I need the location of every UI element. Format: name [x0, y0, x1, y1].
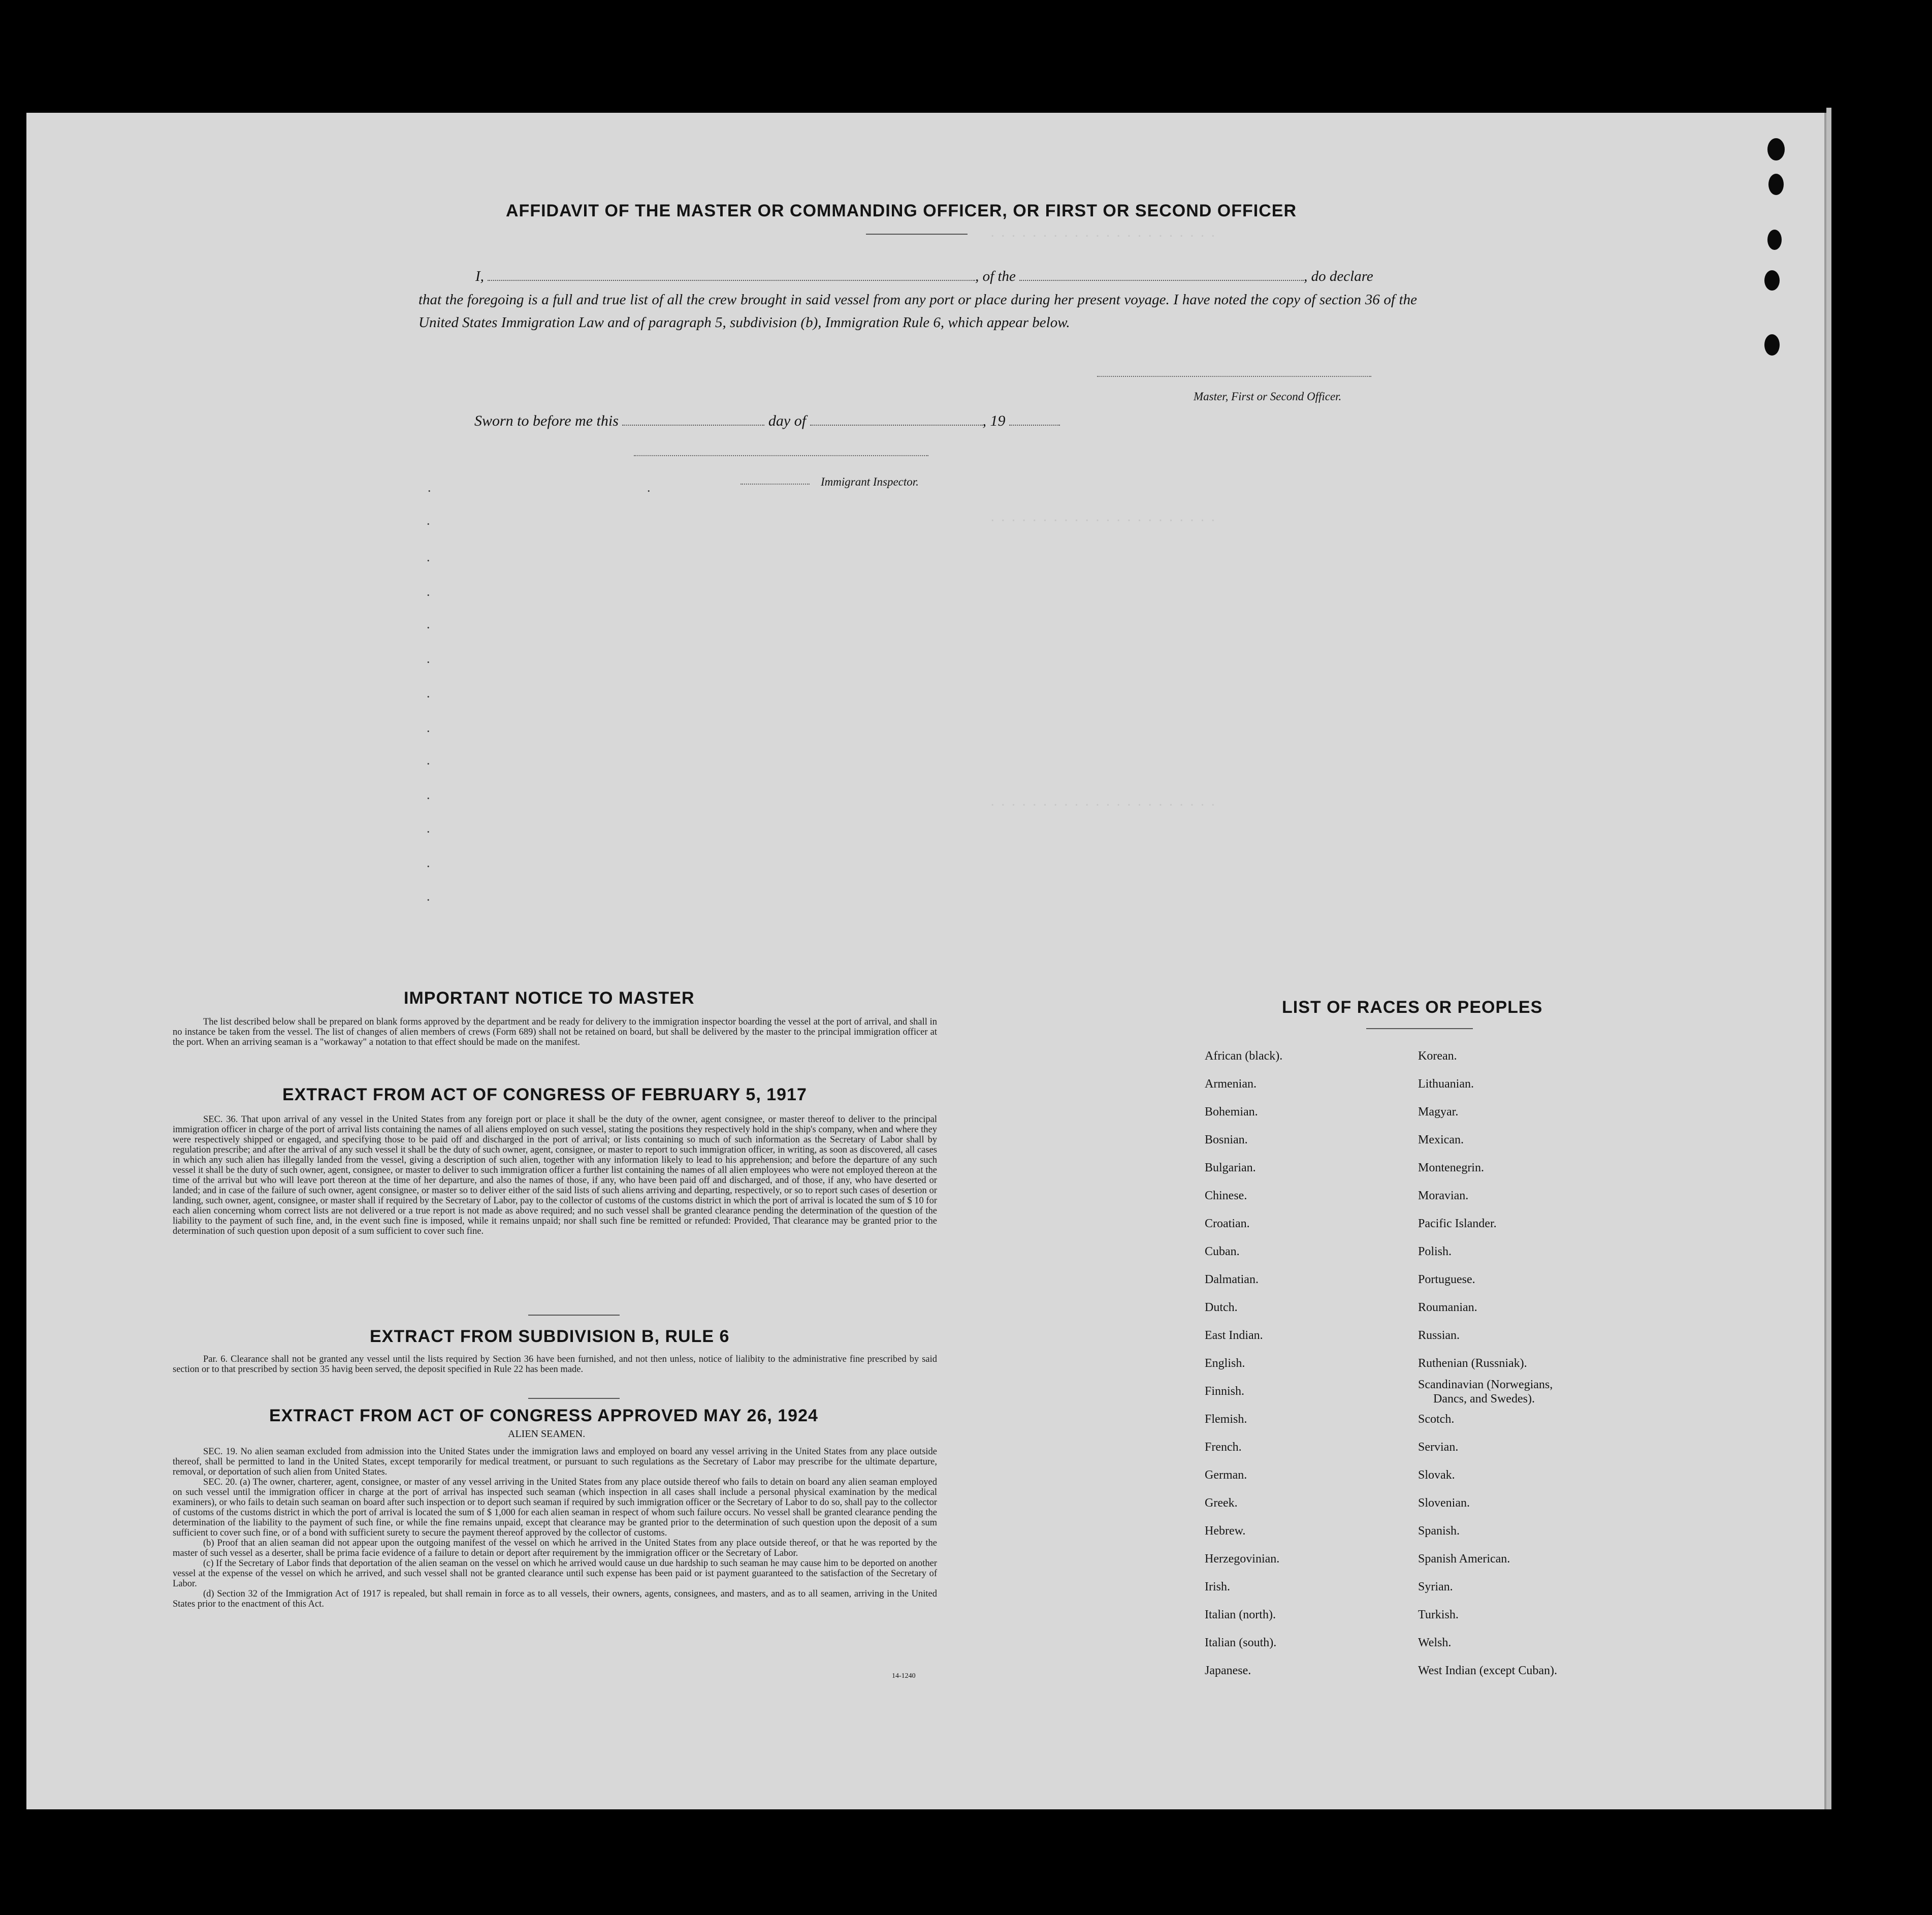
race-item-line: Scandinavian (Norwegians, [1418, 1378, 1553, 1391]
master-signature-label: Master, First or Second Officer. [1194, 390, 1342, 403]
race-item: Flemish. [1205, 1413, 1247, 1426]
row-tick: . [427, 686, 430, 700]
sworn-day-of: day of [768, 412, 807, 429]
extract-1917-title: EXTRACT FROM ACT OF CONGRESS OF FEBRUARY 5, 1917 [282, 1085, 807, 1104]
race-item: Ruthenian (Russniak). [1418, 1357, 1527, 1370]
race-item: Croatian. [1205, 1217, 1250, 1230]
notice-paragraph: The list described below shall be prepared on blank forms approved by the department and be ready for delivery to the immigration inspector boarding the vessel at the port of arrival, and shall in no instance be taken from the vessel. The list of changes of alien members of crews (Form 689) shall not be retained on board, but shall be delivered by the master to the principal immigration officer at the port. When an arriving seaman is a "workaway" a notation to that effect should be made on the manifest. [173, 1017, 937, 1047]
row-tick: . [427, 550, 430, 564]
race-item: Spanish. [1418, 1524, 1460, 1538]
section-20b-paragraph: (b) Proof that an alien seaman did not appear upon the outgoing manifest of the vessel on which he arrived in the United States from any place outside thereof, or that he was reported by the master of such vessel as a deserter, shall be prima facie evidence of a failure to detain or deport after requirement by the immigration officer or the Secretary of Labor. [173, 1538, 937, 1558]
race-item: Dalmatian. [1205, 1273, 1259, 1286]
section-19-paragraph: SEC. 19. No alien seaman excluded from admission into the United States under the immigration laws and employed on board any vessel arriving in the United States from any place outside thereof, shall be permitted to land in the United States, except temporarily for medical treatment, or pursuant to such regulations as the Secretary of Labor may prescribe for the ultimate departure, removal, or deportation of such alien from United States. [173, 1447, 937, 1477]
inspector-label: Immigrant Inspector. [821, 475, 919, 488]
race-item: Japanese. [1205, 1664, 1251, 1677]
affidavit-declaration-line [418, 265, 1417, 288]
row-tick: . [427, 821, 430, 836]
notice-body [173, 1017, 937, 1047]
race-item: Irish. [1205, 1580, 1230, 1593]
sworn-line [474, 412, 1060, 430]
races-title: LIST OF RACES OR PEOPLES [1282, 998, 1543, 1017]
alien-seamen-subtitle: ALIEN SEAMEN. [508, 1428, 586, 1440]
races-divider [1366, 1028, 1473, 1029]
race-item: Greek. [1205, 1496, 1238, 1510]
race-item: West Indian (except Cuban). [1418, 1664, 1557, 1677]
race-item: Italian (south). [1205, 1636, 1277, 1649]
sworn-day-blank [622, 413, 764, 426]
race-item: Bohemian. [1205, 1105, 1258, 1119]
section-divider [528, 1315, 620, 1316]
race-item: Armenian. [1205, 1077, 1257, 1091]
race-item: Herzegovinian. [1205, 1552, 1280, 1566]
race-item: German. [1205, 1469, 1247, 1482]
race-item: Servian. [1418, 1441, 1459, 1454]
race-item: Spanish American. [1418, 1552, 1510, 1566]
punch-hole [1764, 270, 1780, 291]
of-the-label: , of the [975, 268, 1016, 284]
extract-1924-body [173, 1447, 937, 1609]
section-36-paragraph: SEC. 36. That upon arrival of any vessel in the United States from any foreign port or place it shall be the duty of the owner, agent consignee, or master thereof to deliver to the principal immigration officer in charge of the port of arrival lists containing the names of all aliens employed on such vessel, stating the positions they respectively hold in the ship's company, when and where they were respectively shipped or engaged, and specifying those to be paid off and discharged in the port of arrival; or lists containing so much of such information as the Secretary of Labor shall by regulation prescribe; and after the arrival of any such vessel it shall be the duty of such owner, agent, consignee, or master to report to such immigration officer, in writing, as soon as discovered, all cases in which any such alien has illegally landed from the vessel, giving a description of such alien, together with any information likely to lead to his apprehension; and before the departure of any such vessel it shall be the duty of such owner, agent, consignee, or master to deliver to such immigration officer a further list containing the names of all alien employees who were not employed thereon at the time of the arrival but who will leave port thereon at the time of her departure, and also the names of those, if any, who have been paid off and discharged, and of those, if any, who have deserted or landed; and in case of the failure of such owner, agent consignee, or master so to deliver either of the said lists of such aliens arriving and departing, respectively, or so to report such cases of desertion or landing, such owner, agent, consignee, or master shall if required by the Secretary of Labor, pay to the collector of customs of the customs district in which the port of arrival is located the sum of $ 10 for each alien concerning whom correct lists are not delivered or a true report is not made as above required; and no such vessel shall be granted clearance pending the determination of the question of the liability to the payment of such fine, and, in the event such fine is imposed, while it remains unpaid; nor shall such fine be remitted or refunded: Provided, That clearance may be granted prior to the determination of such question upon deposit of a sum sufficient to cover such fine. [173, 1114, 937, 1236]
race-item: English. [1205, 1357, 1245, 1370]
race-item: Slovenian. [1418, 1496, 1470, 1510]
race-item: Slovak. [1418, 1469, 1455, 1482]
race-item: Russian. [1418, 1329, 1460, 1342]
race-item: East Indian. [1205, 1329, 1263, 1342]
race-item: Syrian. [1418, 1580, 1453, 1593]
form-number: 14-1240 [892, 1672, 916, 1680]
sworn-year-blank [1009, 413, 1060, 426]
extract-1924-title: EXTRACT FROM ACT OF CONGRESS APPROVED MAY 26, 1924 [269, 1406, 818, 1425]
sworn-year-prefix: , 19 [982, 412, 1006, 429]
sworn-month-blank [810, 413, 983, 426]
race-item: Pacific Islander. [1418, 1217, 1497, 1230]
race-item: Moravian. [1418, 1189, 1469, 1202]
race-item: Montenegrin. [1418, 1161, 1484, 1174]
punch-hole [1768, 174, 1784, 195]
race-item: Mexican. [1418, 1133, 1464, 1146]
race-item [1418, 1378, 1557, 1406]
section-20c-paragraph: (c) If the Secretary of Labor finds that deportation of the alien seaman on the vessel on which he arrived would cause un due hardship to such seaman he may cause him to be deported on another vessel at the expense of the vessel on which he arrived, and such vessel shall not be granted clearance until such expense has been paid or ist payment guaranteed to the satisfaction of the Secretary of Labor. [173, 1558, 937, 1589]
section-20a-paragraph: SEC. 20. (a) The owner, charterer, agent, consignee, or master of any vessel arriving in the United States from any place outside thereof who fails to detain on board any alien seaman employed on such vessel until the immigration officer in charge at the port of arrival has inspected such seaman (which inspection in all cases shall include a personal physical examination by the medical examiners), or who fails to detain such seaman on board after such inspection or to deport such seaman if required by such immigration officer or the Secretary of Labor to do so, shall pay to the collector of customs of the customs district in which the port of arrival is located the sum of $ 1,000 for each alien seaman in respect of whom such failure occurs. No vessel shall be granted clearance pending the determination of the liability to the payment of such fine, or while the fine remains unpaid, except that clearance may be granted prior to the determination of such question upon the deposit of a sum sufficient to cover such fine, or of a bond with sufficient surety to secure the payment thereof approved by the collector of customs. [173, 1477, 937, 1538]
row-tick: . [427, 617, 430, 631]
race-item: Roumanian. [1418, 1301, 1477, 1314]
extract-1917-body [173, 1114, 937, 1236]
race-item: Dutch. [1205, 1301, 1238, 1314]
title-divider [866, 234, 968, 235]
inspector-dots [740, 484, 810, 485]
row-tick: . [428, 480, 431, 495]
master-signature-line [1097, 376, 1371, 377]
race-item: Magyar. [1418, 1105, 1459, 1119]
punch-hole [1764, 334, 1780, 356]
race-item: Welsh. [1418, 1636, 1452, 1649]
race-item: Portuguese. [1418, 1273, 1475, 1286]
declare-label: , do declare [1304, 268, 1373, 284]
notice-title: IMPORTANT NOTICE TO MASTER [404, 988, 695, 1008]
race-item-line: Dancs, and Swedes). [1433, 1392, 1535, 1406]
bleed-through-text: . . . . . . . . . . . . . . . . . . . . . . [990, 508, 1216, 525]
bleed-through-text: . . . . . . . . . . . . . . . . . . . . . . [990, 792, 1216, 809]
punch-hole [1767, 138, 1785, 161]
row-tick: . [427, 651, 430, 666]
race-item: African (black). [1205, 1049, 1283, 1063]
inspector-signature-line [634, 455, 928, 456]
race-item: Bosnian. [1205, 1133, 1248, 1146]
sworn-prefix: Sworn to before me this [474, 412, 619, 429]
affidavit-title: AFFIDAVIT OF THE MASTER OR COMMANDING OFFICER, OR FIRST OR SECOND OFFICER [506, 201, 1297, 220]
race-item: Polish. [1418, 1245, 1452, 1258]
row-tick: . [427, 855, 430, 870]
race-item: Chinese. [1205, 1189, 1247, 1202]
rule6-title: EXTRACT FROM SUBDIVISION B, RULE 6 [370, 1327, 730, 1346]
declarant-prefix: I, [475, 268, 484, 284]
section-divider [528, 1398, 620, 1399]
race-item: Italian (north). [1205, 1608, 1276, 1621]
row-tick: . [647, 480, 651, 495]
declarant-name-blank [488, 269, 975, 281]
races-list-left [1205, 1042, 1282, 1685]
bleed-through-text: . . . . . . . . . . . . . . . . . . . . . . [990, 224, 1216, 240]
race-item: French. [1205, 1441, 1242, 1454]
row-tick: . [427, 513, 430, 528]
page-edge [1826, 108, 1831, 1809]
race-item: Scotch. [1418, 1413, 1455, 1426]
race-item: Turkish. [1418, 1608, 1459, 1621]
row-tick: . [427, 889, 430, 904]
row-tick: . [427, 720, 430, 735]
rule6-paragraph: Par. 6. Clearance shall not be granted any vessel until the lists required by Section 36 have been furnished, and not then unless, notice of lialibity to the administrative fine prescribed by said section or to that prescribed by section 35 havig been served, the deposit specified in Rule 22 has been made. [173, 1354, 937, 1375]
punch-hole [1767, 230, 1782, 250]
rule6-body [173, 1354, 937, 1375]
race-item: Bulgarian. [1205, 1161, 1256, 1174]
race-item: Finnish. [1205, 1385, 1245, 1398]
races-list-right [1418, 1042, 1557, 1685]
affidavit-body: that the foregoing is a full and true list of all the crew brought in said vessel from any port or place during her present voyage. I have noted the copy of section 36 of the United States Immigration Law and of paragraph 5, subdivision (b), Immigration Rule 6, which appear below. [418, 292, 1417, 331]
row-tick: . [427, 753, 430, 768]
row-tick: . [427, 584, 430, 599]
section-20d-paragraph: (d) Section 32 of the Immigration Act of 1917 is repealed, but shall remain in force as to all vessels, their owners, agents, consignees, and masters, and as to all seamen, arriving in the United States prior to the enactment of this Act. [173, 1589, 937, 1609]
race-item: Lithuanian. [1418, 1077, 1474, 1091]
vessel-name-blank [1019, 269, 1304, 281]
race-item: Hebrew. [1205, 1524, 1246, 1538]
race-item: Cuban. [1205, 1245, 1240, 1258]
race-item: Korean. [1418, 1049, 1457, 1063]
row-tick: . [427, 787, 430, 802]
